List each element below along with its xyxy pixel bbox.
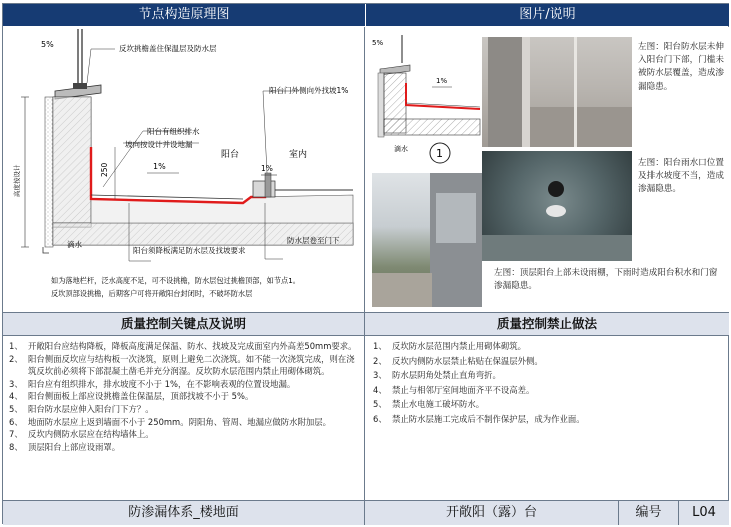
drawing-label-membrane: 防水层卷至门下 [287, 236, 340, 245]
key-point-item: 4、 阳台侧面板上部应设挑檐盖住保温层，顶部找坡不小于 5%。 [9, 391, 254, 402]
drawing-label-height: 250 [100, 162, 109, 177]
drawing-note-line1: 如为落地栏杆，泛水高度不足，可不设挑檐，防水层包过挑檐顶部，如节点1。 [51, 276, 300, 285]
drawing-label-indoor: 室内 [289, 150, 308, 160]
photo-top-balcony [372, 173, 482, 307]
drawing-note-line2: 反坎顶部设挑檐，后期客户可将开敞阳台封闭时，不破坏防水层 [51, 289, 253, 298]
key-point-item: 5、 阳台防水层应伸入阳台门下方？。 [9, 403, 154, 414]
footer-system: 防渗漏体系_楼地面 [3, 500, 365, 525]
footer-topic: 开敞阳（露）台 [365, 500, 619, 525]
footer-number-label: 编号 [619, 500, 679, 525]
prohibited-list [365, 336, 729, 500]
drawing-label-drain: 阳台有组织排水 [147, 127, 200, 136]
photo-door-threshold [482, 37, 632, 147]
key-point-item: 8、 顶层阳台上部应设雨罩。 [9, 441, 121, 452]
node-drawing [3, 27, 365, 312]
key-point-item: 6、 地面防水层应上返到墙面不小于 250mm。阴阳角、管周、地漏应做防水附加层。 [9, 416, 331, 427]
key-point-item: 7、 反坎内侧防水层应在结构墙体上。 [9, 429, 154, 440]
footer-number-value: L04 [679, 500, 729, 525]
drawing-label-slope-1: 1% [153, 162, 166, 171]
drawing-slope-top: 5% [41, 40, 54, 49]
mini-node-number: 1 [436, 147, 443, 160]
mini-slope: 1% [436, 77, 448, 85]
drawing-label-drip: 滴水 [67, 240, 82, 249]
drawing-label-rail-height: 高度按设计 [13, 164, 21, 197]
drawing-sheet [2, 3, 729, 524]
caption-photo-2: 左图：阳台雨水口位置及排水坡度不当，造成渗漏隐患。 [638, 158, 724, 195]
key-point-item: 3、 阳台应有组织排水，排水坡度不小于 1%，在不影响表观的位置设地漏。 [9, 378, 296, 389]
drawing-label-flashing-cap: 反坎挑檐盖住保温层及防水层 [119, 44, 217, 53]
caption-photo-3: 左图：顶层阳台上部未设雨棚，下雨时造成阳台积水和门窗渗漏隐患。 [494, 268, 718, 292]
drawing-label-slab-note: 阳台须降板满足防水层及找坡要求 [133, 246, 246, 255]
prohibited-item: 6、 禁止防水层施工完成后不制作保护层，成为作业面。 [373, 413, 585, 424]
prohibited-item: 3、 防水层阴角处禁止直角弯折。 [373, 370, 501, 381]
photo-panel [366, 27, 729, 312]
section-prohibited-title: 质量控制禁止做法 [365, 312, 729, 336]
prohibited-item: 5、 禁止水电施工破坏防水。 [373, 399, 485, 410]
prohibited-item: 1、 反坎防水层范围内禁止用砌体砌筑。 [373, 341, 526, 351]
key-points-list [3, 336, 365, 500]
key-point-item: 1、 开敞阳台应结构降板，降板高度满足保温、防水、找坡及完成面室内外高差50mm要求。 [9, 341, 357, 351]
drawing-label-slope-to-drain: 坡向按设计并设地漏 [125, 140, 193, 149]
header-node-diagram: 节点构造原理图 [3, 4, 365, 26]
mini-slope-top: 5% [372, 39, 384, 47]
header-photo-notes: 图片/说明 [366, 4, 729, 26]
drawing-label-door-slope: 阳台门外侧向外找坡1% [269, 86, 349, 95]
prohibited-item: 2、 反坎内侧防水层禁止粘贴在保温层外侧。 [373, 355, 543, 366]
photo-drain-outlet [482, 151, 632, 261]
drawing-label-balcony: 阳台 [221, 150, 240, 160]
mini-detail-drawing [372, 33, 482, 167]
section-key-points-title: 质量控制关键点及说明 [3, 312, 365, 336]
caption-photo-1: 左图：阳台防水层未伸入阳台门下部，门槛未被防水层覆盖，造成渗漏隐患。 [638, 42, 724, 92]
key-point-item: 2、 阳台侧面反坎应与结构板一次浇筑，原则上避免二次浇筑。如不能一次浇筑完成，则在浇筑反坎前必须将下部混凝土凿毛并充分润湿。反坎防水层范围内禁止用砌体砌筑。 [9, 353, 355, 377]
mini-drip: 滴水 [394, 145, 408, 153]
drawing-label-slope-2: 1% [261, 164, 273, 173]
prohibited-item: 4、 禁止与相邻厅室间地面齐平不设高差。 [373, 384, 535, 395]
node-drawing-panel [3, 27, 365, 312]
